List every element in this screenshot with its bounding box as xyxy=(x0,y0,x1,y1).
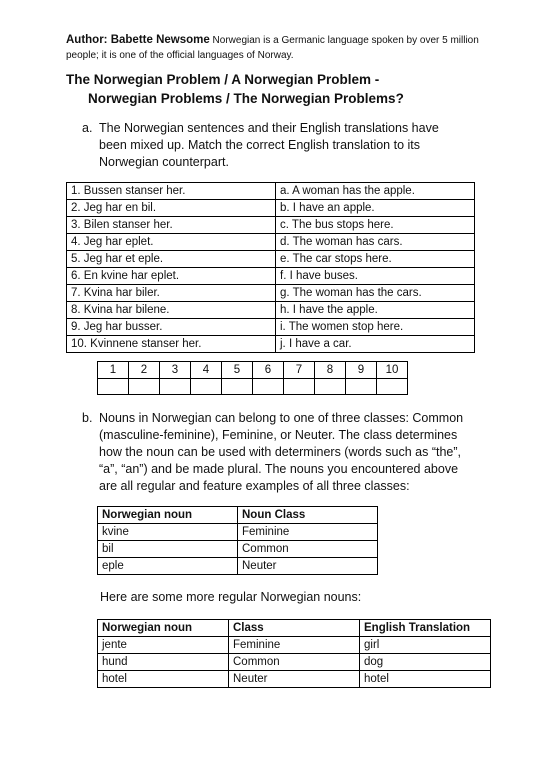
answer-cell[interactable] xyxy=(315,379,346,395)
match-table xyxy=(66,182,475,353)
more-nouns-header-row xyxy=(98,620,491,637)
english-translation: a. A woman has the apple. xyxy=(276,183,475,200)
match-row xyxy=(67,285,475,302)
norwegian-sentence: 7. Kvina har biler. xyxy=(67,285,276,302)
more-nouns-note: Here are some more regular Norwegian nouns: xyxy=(100,590,362,604)
noun-classes-header-cell: Norwegian noun xyxy=(98,507,238,524)
more-nouns-cell: girl xyxy=(360,637,491,654)
match-row xyxy=(67,217,475,234)
norwegian-sentence: 1. Bussen stanser her. xyxy=(67,183,276,200)
answer-grid-numbers-row xyxy=(98,362,408,379)
question-b-text: Nouns in Norwegian can belong to one of three classes: Common (masculine-feminine), Feminine, or Neuter. The class determines how the noun can be used with determiners (words such as “the”, “a”, “an”) and be made plural. The nouns you encountered above are all regular and feature examples of all three classes: xyxy=(99,411,464,493)
noun-classes-cell: Neuter xyxy=(238,558,378,575)
norwegian-sentence: 6. En kvine har eplet. xyxy=(67,268,276,285)
english-translation: e. The car stops here. xyxy=(276,251,475,268)
more-nouns-cell: hund xyxy=(98,654,229,671)
match-row xyxy=(67,251,475,268)
more-nouns-row xyxy=(98,637,491,654)
answer-cell[interactable] xyxy=(160,379,191,395)
answer-cell[interactable] xyxy=(98,379,129,395)
answer-number: 4 xyxy=(191,362,222,379)
title-line-2: Norwegian Problems / The Norwegian Problems? xyxy=(88,91,404,106)
match-row xyxy=(67,268,475,285)
answer-cell[interactable] xyxy=(284,379,315,395)
answer-cell[interactable] xyxy=(191,379,222,395)
answer-number: 8 xyxy=(315,362,346,379)
english-translation: h. I have the apple. xyxy=(276,302,475,319)
more-nouns-cell: hotel xyxy=(98,671,229,688)
more-nouns-cell: Feminine xyxy=(229,637,360,654)
norwegian-sentence: 10. Kvinnene stanser her. xyxy=(67,336,276,353)
more-nouns-table xyxy=(97,619,491,688)
answer-number: 2 xyxy=(129,362,160,379)
answer-cell[interactable] xyxy=(377,379,408,395)
question-b-marker: b. xyxy=(82,411,93,425)
english-translation: j. I have a car. xyxy=(276,336,475,353)
answer-grid-blank-row xyxy=(98,379,408,395)
norwegian-sentence: 4. Jeg har eplet. xyxy=(67,234,276,251)
norwegian-sentence: 3. Bilen stanser her. xyxy=(67,217,276,234)
more-nouns-cell: hotel xyxy=(360,671,491,688)
noun-classes-cell: Common xyxy=(238,541,378,558)
more-nouns-header-cell: Class xyxy=(229,620,360,637)
norwegian-sentence: 9. Jeg har busser. xyxy=(67,319,276,336)
more-nouns-cell: Common xyxy=(229,654,360,671)
english-translation: b. I have an apple. xyxy=(276,200,475,217)
more-nouns-header-cell: Norwegian noun xyxy=(98,620,229,637)
noun-classes-row xyxy=(98,524,378,541)
noun-classes-cell: eple xyxy=(98,558,238,575)
match-row xyxy=(67,183,475,200)
more-nouns-header-cell: English Translation xyxy=(360,620,491,637)
english-translation: f. I have buses. xyxy=(276,268,475,285)
answer-cell[interactable] xyxy=(253,379,284,395)
more-nouns-row xyxy=(98,654,491,671)
author-note: Norwegian is a Germanic language spoken by over 5 million people; it is one of the official languages of Norway. xyxy=(66,35,479,61)
noun-classes-cell: kvine xyxy=(98,524,238,541)
noun-classes-cell: Feminine xyxy=(238,524,378,541)
english-translation: d. The woman has cars. xyxy=(276,234,475,251)
page-title xyxy=(66,70,496,108)
answer-number: 1 xyxy=(98,362,129,379)
noun-classes-row xyxy=(98,558,378,575)
noun-classes-header-cell: Noun Class xyxy=(238,507,378,524)
english-translation: i. The women stop here. xyxy=(276,319,475,336)
noun-classes-header-row xyxy=(98,507,378,524)
english-translation: g. The woman has the cars. xyxy=(276,285,475,302)
question-a-text: The Norwegian sentences and their English translations have been mixed up. Match the correct English translation to its Norwegian counterpart. xyxy=(99,121,439,169)
answer-number: 9 xyxy=(346,362,377,379)
more-nouns-row xyxy=(98,671,491,688)
noun-classes-table xyxy=(97,506,378,575)
more-nouns-cell: dog xyxy=(360,654,491,671)
answer-grid xyxy=(97,361,408,395)
answer-cell[interactable] xyxy=(222,379,253,395)
match-row xyxy=(67,200,475,217)
more-nouns-cell: Neuter xyxy=(229,671,360,688)
answer-number: 5 xyxy=(222,362,253,379)
answer-number: 6 xyxy=(253,362,284,379)
more-nouns-cell: jente xyxy=(98,637,229,654)
norwegian-sentence: 5. Jeg har et eple. xyxy=(67,251,276,268)
norwegian-sentence: 8. Kvina har bilene. xyxy=(67,302,276,319)
noun-classes-row xyxy=(98,541,378,558)
answer-cell[interactable] xyxy=(129,379,160,395)
answer-number: 3 xyxy=(160,362,191,379)
match-row xyxy=(67,302,475,319)
answer-number: 7 xyxy=(284,362,315,379)
question-a-marker: a. xyxy=(82,121,93,135)
author-line xyxy=(66,33,491,63)
norwegian-sentence: 2. Jeg har en bil. xyxy=(67,200,276,217)
author-label: Author: Babette Newsome xyxy=(66,34,210,46)
match-row xyxy=(67,319,475,336)
match-row xyxy=(67,234,475,251)
answer-number: 10 xyxy=(377,362,408,379)
noun-classes-cell: bil xyxy=(98,541,238,558)
english-translation: c. The bus stops here. xyxy=(276,217,475,234)
match-row xyxy=(67,336,475,353)
answer-cell[interactable] xyxy=(346,379,377,395)
title-line-1: The Norwegian Problem / A Norwegian Problem - xyxy=(66,72,380,87)
